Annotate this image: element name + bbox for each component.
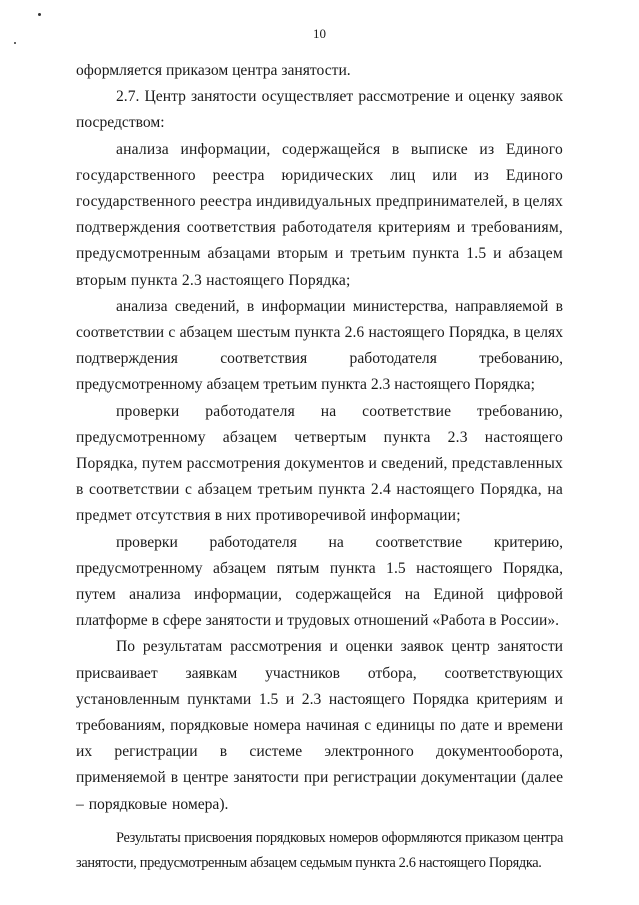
- paragraph: По результатам рассмотрения и оценки заявок центр занятости присваивает заявкам участников отбора, соответствующих установленным пунктами 1.5 и 2.3 настоящего Порядка критериям и требованиям, порядковые номера начиная с единицы по дате и времени их регистрации в системе электронного документооборота, применяемой в центре занятости при регистрации документации (далее – порядковые номера).: [76, 638, 563, 813]
- paragraph: оформляется приказом центра занятости.: [76, 62, 351, 79]
- paragraph: анализа сведений, в информации министерства, направляемой в соответствии с абзацем шестым пункта 2.6 настоящего Порядка, в целях подтверждения соответствия работодателя требованию, предусмотренному абзацем третьим пункта 2.3 настоящего Порядка;: [76, 297, 563, 394]
- paragraph: анализа информации, содержащейся в выписке из Единого государственного реестра юридических лиц или из Единого государственного реестра индивидуальных предпринимателей, в целях подтверждения соответствия работодателя критериям и требованиям, предусмотренным абзацами вторым и третьим пункта 1.5 и абзацем вторым пункта 2.3 настоящего Порядка;: [76, 140, 563, 289]
- document-body: [76, 58, 563, 876]
- paragraph: проверки работодателя на соответствие критерию, предусмотренному абзацем пятым пункта 1.5 настоящего Порядка, путем анализа информации, содержащейся на Единой цифровой платформе в сфере занятости и трудовых отношений «Работа в России».: [76, 533, 563, 630]
- paragraph: 2.7. Центр занятости осуществляет рассмотрение и оценку заявок посредством:: [76, 88, 563, 132]
- page-number: 10: [313, 26, 326, 41]
- paragraph: Результаты присвоения порядковых номеров оформляются приказом центра занятости, предусмотренным абзацем седьмым пункта 2.6 настоящего Порядка.: [76, 829, 563, 871]
- scan-speck: [38, 13, 41, 16]
- scan-speck: [14, 42, 16, 44]
- paragraph: проверки работодателя на соответствие требованию, предусмотренному абзацем четвертым пункта 2.3 настоящего Порядка, путем рассмотрения документов и сведений, представленных в соответствии с абзацем третьим пункта 2.4 настоящего Порядка, на предмет отсутствия в них противоречивой информации;: [76, 402, 563, 525]
